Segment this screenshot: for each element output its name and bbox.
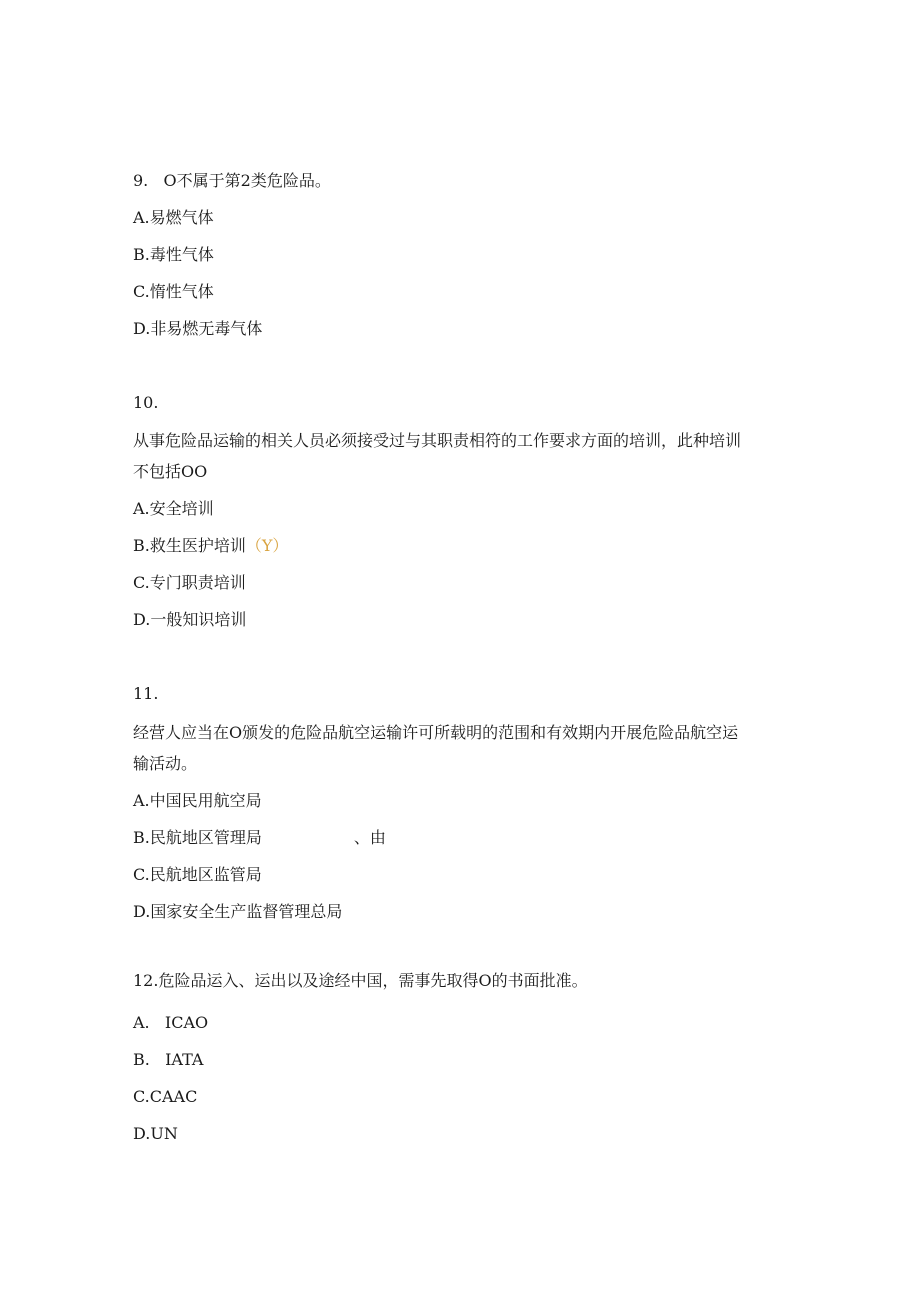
- option-text: B.救生医护培训: [133, 536, 246, 555]
- answer-mark: （Y）: [245, 536, 289, 555]
- question-12-option-d: D.UN: [133, 1124, 178, 1143]
- question-text: O不属于第2类危险品。: [163, 171, 331, 190]
- question-9-option-a: A.易燃气体: [133, 208, 214, 227]
- question-9-option-b: B.毒性气体: [133, 245, 214, 264]
- question-11-option-a: A.中国民用航空局: [133, 791, 262, 810]
- question-12-option-a: A. ICAO: [133, 1013, 209, 1032]
- question-12-option-c: C.CAAC: [133, 1087, 198, 1106]
- question-11-option-d: D.国家安全生产监督管理总局: [133, 902, 343, 921]
- option-text: B.民航地区管理局: [133, 828, 262, 847]
- question-10-number: 10.: [133, 393, 159, 412]
- question-9-stem: [133, 171, 331, 191]
- stray-text: 、由: [353, 828, 386, 847]
- question-10-option-d: D.一般知识培训: [133, 610, 247, 629]
- question-11-option-b: [133, 828, 386, 848]
- question-11-option-c: C.民航地区监管局: [133, 865, 262, 884]
- question-10-stem-line-2: 不包括OO: [133, 462, 208, 481]
- question-11-stem-line-2: 输活动。: [133, 754, 198, 773]
- question-10-option-a: A.安全培训: [133, 499, 214, 518]
- question-9-option-c: C.惰性气体: [133, 282, 214, 301]
- question-12-option-b: B. IATA: [133, 1050, 204, 1069]
- question-11-stem-line-1: 经营人应当在O颁发的危险品航空运输许可所载明的范围和有效期内开展危险品航空运: [133, 723, 739, 742]
- question-11-number: 11.: [133, 684, 159, 703]
- question-10-option-b: [133, 536, 288, 556]
- question-10-stem-line-1: 从事危险品运输的相关人员必须接受过与其职责相符的工作要求方面的培训，此种培训: [133, 431, 742, 450]
- question-9-option-d: D.非易燃无毒气体: [133, 319, 263, 338]
- question-12-stem: 12.危险品运入、运出以及途经中国，需事先取得O的书面批准。: [133, 971, 588, 990]
- question-number: 9.: [133, 171, 149, 190]
- question-10-option-c: C.专门职责培训: [133, 573, 246, 592]
